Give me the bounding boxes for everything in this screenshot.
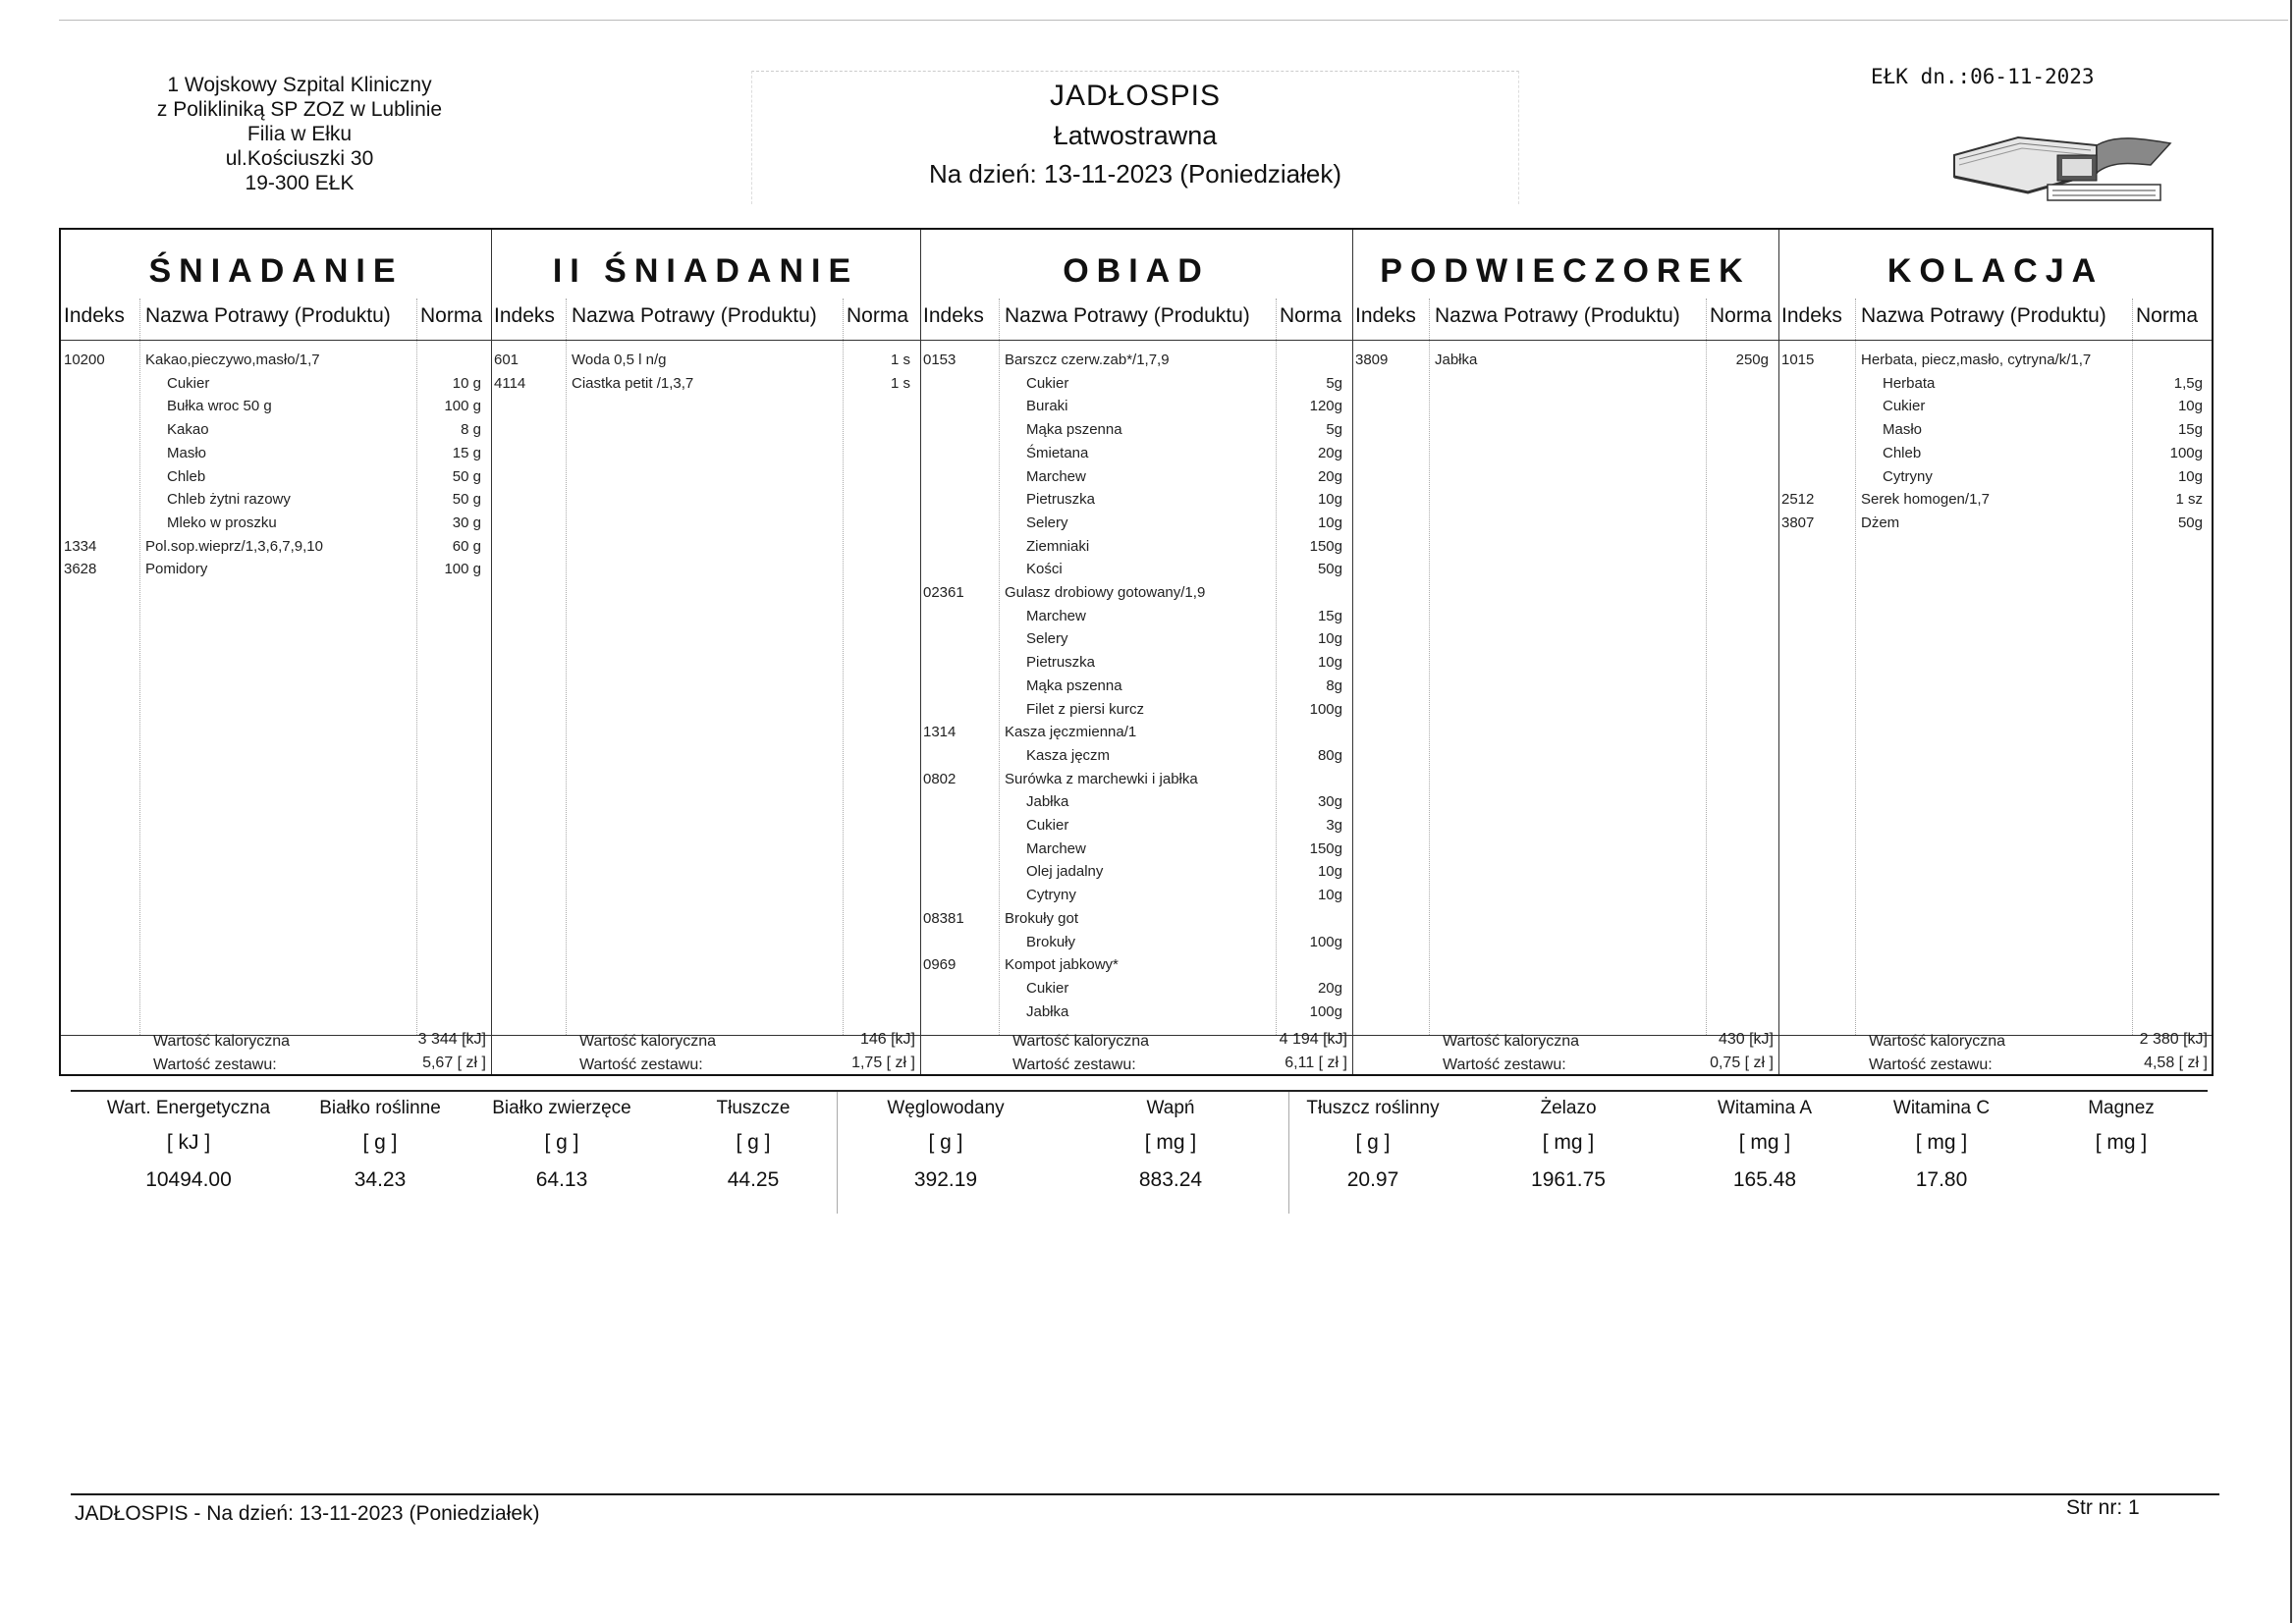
column-divider — [843, 298, 844, 1035]
nutrient-value: 165.48 — [1732, 1168, 1797, 1191]
row-index: 3809 — [1355, 352, 1389, 368]
nutrient-value: 10494.00 — [145, 1168, 232, 1191]
row-norma: 15 g — [452, 444, 481, 461]
cost-label: Wartość zestawu: — [579, 1056, 703, 1073]
nutrient-value: 883.24 — [1138, 1168, 1203, 1191]
nutrient-unit: [ g ] — [362, 1131, 398, 1154]
row-index: 10200 — [64, 352, 105, 368]
nutrient-name: Białko zwierzęce — [492, 1098, 631, 1118]
row-norma: 8 g — [461, 421, 481, 439]
column-divider — [566, 298, 567, 1035]
dish-name: Herbata, piecz,masło, cytryna/k/1,7 — [1861, 352, 2092, 368]
row-index: 3628 — [64, 561, 97, 578]
nutrient-value: 64.13 — [535, 1168, 588, 1191]
dish-name: Jabłka — [1435, 352, 1478, 368]
row-norma: 10g — [1317, 514, 1342, 531]
footer-title: JADŁOSPIS - Na dzień: 13-11-2023 (Poniedziałek) — [75, 1502, 540, 1525]
row-norma: 3g — [1326, 817, 1342, 834]
nutrient-unit: [ kJ ] — [166, 1131, 211, 1154]
nutrient-value: 17.80 — [1915, 1168, 1968, 1191]
ingredient-name: Chleb — [1883, 444, 1922, 461]
nutrient-column — [454, 1090, 670, 1214]
nutrient-name: Tłuszcz roślinny — [1306, 1098, 1440, 1118]
nutrient-column — [306, 1090, 454, 1214]
hospital-line: ul.Kościuszki 30 — [225, 147, 374, 170]
row-norma: 150g — [1309, 537, 1342, 555]
dish-name: Surówka z marchewki i jabłka — [1005, 770, 1198, 787]
cost-label: Wartość zestawu: — [153, 1056, 277, 1073]
nutrient-name: Witamina A — [1717, 1098, 1813, 1118]
column-header-indeks: Indeks — [923, 304, 984, 327]
row-index: 0153 — [923, 352, 957, 368]
dish-name: Pol.sop.wieprz/1,3,6,7,9,10 — [145, 537, 323, 555]
ingredient-name: Jabłka — [1026, 1002, 1069, 1020]
ingredient-name: Cytryny — [1883, 467, 1933, 485]
ingredient-name: Kości — [1026, 561, 1063, 578]
ingredient-name: Marchew — [1026, 839, 1086, 857]
nutrient-name: Białko roślinne — [319, 1098, 441, 1118]
row-norma: 1 s — [890, 352, 910, 368]
ingredient-name: Selery — [1026, 630, 1068, 648]
ingredient-name: Masło — [167, 444, 207, 461]
nutrient-name: Tłuszcze — [716, 1098, 791, 1118]
meal-title: PODWIECZOREK — [1380, 252, 1751, 290]
meal-column-0 — [61, 230, 491, 1074]
nutrient-unit: [ g ] — [1355, 1131, 1391, 1154]
row-norma: 100 g — [444, 398, 481, 415]
nutrient-unit: [ g ] — [544, 1131, 579, 1154]
diet-name: Łatwostrawna — [1053, 121, 1218, 150]
ingredient-name: Mąka pszenna — [1026, 421, 1122, 439]
cost-label: Wartość zestawu: — [1869, 1056, 1993, 1073]
nutrient-unit: [ mg ] — [1542, 1131, 1595, 1154]
cost-value: 4,58 [ zł ] — [2144, 1055, 2208, 1071]
footer-rule — [71, 1493, 2219, 1495]
nutrient-column — [1455, 1090, 1681, 1214]
ingredient-name: Filet z piersi kurcz — [1026, 700, 1145, 718]
hospital-line: Filia w Ełku — [246, 123, 353, 145]
row-index: 1314 — [923, 724, 957, 741]
nutrient-unit: [ mg ] — [2095, 1131, 2148, 1154]
cost-label: Wartość zestawu: — [1443, 1056, 1566, 1073]
row-norma: 100g — [1309, 700, 1342, 718]
nutrient-unit: [ mg ] — [1915, 1131, 1968, 1154]
row-norma: 150g — [1309, 839, 1342, 857]
ingredient-name: Cukier — [1026, 817, 1069, 834]
ingredient-name: Bułka wroc 50 g — [167, 398, 272, 415]
nutrient-value: 1961.75 — [1531, 1168, 1606, 1191]
book-computer-illustration-icon — [1949, 116, 2175, 208]
kcal-label: Wartość kaloryczna — [153, 1033, 290, 1050]
row-norma: 20g — [1317, 444, 1342, 461]
column-header-norma: Norma — [1280, 304, 1342, 327]
ingredient-name: Mleko w proszku — [167, 514, 277, 531]
nutrient-column — [1848, 1090, 2035, 1214]
title-block — [751, 71, 1519, 204]
dish-name: Pomidory — [145, 561, 208, 578]
row-norma: 10 g — [452, 374, 481, 392]
meal-divider — [1778, 230, 1779, 1074]
column-header-nazwa: Nazwa Potrawy (Produktu) — [572, 304, 817, 327]
column-divider — [139, 298, 140, 1035]
cost-value: 6,11 [ zł ] — [1285, 1055, 1347, 1071]
column-header-norma: Norma — [2136, 304, 2199, 327]
column-header-norma: Norma — [1710, 304, 1773, 327]
ingredient-name: Mąka pszenna — [1026, 676, 1122, 694]
row-norma: 30g — [1317, 793, 1342, 811]
nutrient-column — [670, 1090, 837, 1214]
nutrient-column — [1053, 1090, 1288, 1214]
row-norma: 60 g — [452, 537, 481, 555]
row-norma: 50g — [2177, 514, 2203, 531]
ingredient-name: Olej jadalny — [1026, 863, 1104, 881]
row-norma: 100g — [1309, 933, 1342, 950]
nutrient-column — [1288, 1090, 1456, 1214]
kcal-value: 2 380 [kJ] — [2139, 1031, 2208, 1048]
row-norma: 250g — [1735, 352, 1769, 368]
column-header-nazwa: Nazwa Potrawy (Produktu) — [1861, 304, 2106, 327]
dish-name: Barszcz czerw.zab*/1,7,9 — [1005, 352, 1170, 368]
cost-label: Wartość zestawu: — [1012, 1056, 1136, 1073]
nutrient-name: Wapń — [1146, 1098, 1195, 1118]
row-index: 2512 — [1781, 491, 1815, 509]
ingredient-name: Pietruszka — [1026, 491, 1096, 509]
row-norma: 100g — [2169, 444, 2203, 461]
ingredient-name: Brokuły — [1026, 933, 1076, 950]
nutrition-summary — [71, 1090, 2208, 1214]
row-norma: 20g — [1317, 467, 1342, 485]
ingredient-name: Śmietana — [1026, 444, 1089, 461]
column-header-indeks: Indeks — [1355, 304, 1416, 327]
dish-name: Woda 0,5 l n/g — [572, 352, 667, 368]
nutrient-column — [1681, 1090, 1848, 1214]
row-norma: 1 sz — [2175, 491, 2203, 509]
dish-name: Gulasz drobiowy gotowany/1,9 — [1005, 584, 1206, 601]
row-norma: 15g — [2177, 421, 2203, 439]
nutrient-name: Witamina C — [1892, 1098, 1991, 1118]
column-header-indeks: Indeks — [494, 304, 555, 327]
row-index: 0969 — [923, 956, 957, 974]
document-title: JADŁOSPIS — [1049, 80, 1222, 112]
nutrient-name: Magnez — [2088, 1098, 2155, 1118]
dish-name: Brokuły got — [1005, 909, 1079, 927]
row-index: 0802 — [923, 770, 957, 787]
kcal-label: Wartość kaloryczna — [1443, 1033, 1579, 1050]
cost-value: 5,67 [ zł ] — [422, 1055, 486, 1071]
row-index: 601 — [494, 352, 519, 368]
nutrient-name: Węglowodany — [887, 1098, 1005, 1118]
row-norma: 50 g — [452, 467, 481, 485]
ingredient-name: Pietruszka — [1026, 654, 1096, 672]
kcal-label: Wartość kaloryczna — [579, 1033, 716, 1050]
ingredient-name: Cukier — [1026, 374, 1069, 392]
column-divider — [1855, 298, 1856, 1035]
page-top-rule — [59, 20, 2288, 21]
cost-value: 1,75 [ zł ] — [851, 1055, 915, 1071]
nutrient-column — [837, 1090, 1054, 1214]
nutrient-column — [71, 1090, 306, 1214]
row-index: 4114 — [494, 374, 526, 392]
meal-column-1 — [491, 230, 920, 1074]
column-header-norma: Norma — [420, 304, 483, 327]
ingredient-name: Herbata — [1883, 374, 1936, 392]
nutrient-unit: [ g ] — [736, 1131, 771, 1154]
column-header-nazwa: Nazwa Potrawy (Produktu) — [1435, 304, 1680, 327]
column-header-indeks: Indeks — [1781, 304, 1842, 327]
row-norma: 30 g — [452, 514, 481, 531]
meal-title: KOLACJA — [1886, 252, 2105, 290]
meal-divider — [491, 230, 492, 1074]
meal-column-4 — [1778, 230, 2213, 1074]
ingredient-name: Cukier — [167, 374, 210, 392]
row-norma: 1 s — [890, 374, 910, 392]
ingredient-name: Ziemniaki — [1026, 537, 1090, 555]
nutrient-unit: [ mg ] — [1144, 1131, 1197, 1154]
row-norma: 80g — [1317, 746, 1342, 764]
kcal-value: 430 [kJ] — [1718, 1031, 1774, 1048]
menu-date: Na dzień: 13-11-2023 (Poniedziałek) — [928, 159, 1342, 189]
kcal-label: Wartość kaloryczna — [1012, 1033, 1149, 1050]
cost-value: 0,75 [ zł ] — [1710, 1055, 1774, 1071]
ingredient-name: Cukier — [1883, 398, 1926, 415]
hospital-line: z Polikliniką SP ZOZ w Lublinie — [156, 98, 443, 121]
dish-name: Ciastka petit /1,3,7 — [572, 374, 694, 392]
ingredient-name: Buraki — [1026, 398, 1068, 415]
ingredient-name: Selery — [1026, 514, 1068, 531]
row-norma: 120g — [1309, 398, 1342, 415]
nutrient-value: 44.25 — [727, 1168, 780, 1191]
row-norma: 100 g — [444, 561, 481, 578]
row-norma: 8g — [1326, 676, 1342, 694]
row-norma: 100g — [1309, 1002, 1342, 1020]
nutrient-value: 392.19 — [913, 1168, 978, 1191]
row-norma: 10g — [1317, 654, 1342, 672]
meal-title: ŚNIADANIE — [148, 252, 404, 290]
row-norma: 10g — [1317, 491, 1342, 509]
meal-title: OBIAD — [1063, 252, 1210, 290]
kcal-value: 4 194 [kJ] — [1279, 1031, 1347, 1048]
dish-name: Kakao,pieczywo,masło/1,7 — [145, 352, 320, 368]
column-divider — [1706, 298, 1707, 1035]
meal-column-2 — [920, 230, 1352, 1074]
hospital-line: 1 Wojskowy Szpital Kliniczny — [167, 74, 432, 96]
row-norma: 5g — [1326, 421, 1342, 439]
nutrient-column — [2035, 1090, 2208, 1214]
nutrient-unit: [ g ] — [928, 1131, 963, 1154]
dish-name: Kasza jęczmienna/1 — [1005, 724, 1137, 741]
meal-divider — [920, 230, 921, 1074]
column-divider — [1429, 298, 1430, 1035]
ingredient-name: Cytryny — [1026, 887, 1076, 904]
ingredient-name: Cukier — [1026, 979, 1069, 997]
nutrient-name: Żelazo — [1540, 1098, 1597, 1118]
row-norma: 5g — [1326, 374, 1342, 392]
row-norma: 10g — [1317, 863, 1342, 881]
kcal-label: Wartość kaloryczna — [1869, 1033, 2005, 1050]
nutrition-top-rule — [71, 1090, 2208, 1092]
page-number: Str nr: 1 — [2066, 1496, 2140, 1519]
row-norma: 1,5g — [2173, 374, 2203, 392]
row-index: 08381 — [923, 909, 964, 927]
row-norma: 10g — [1317, 630, 1342, 648]
row-norma: 10g — [2177, 398, 2203, 415]
ingredient-name: Jabłka — [1026, 793, 1069, 811]
nutrient-name: Wart. Energetyczna — [106, 1098, 271, 1118]
nutrient-value: 20.97 — [1346, 1168, 1399, 1191]
kcal-value: 3 344 [kJ] — [417, 1031, 486, 1048]
ingredient-name: Chleb — [167, 467, 206, 485]
column-header-nazwa: Nazwa Potrawy (Produktu) — [1005, 304, 1250, 327]
ingredient-name: Kakao — [167, 421, 209, 439]
ingredient-name: Masło — [1883, 421, 1923, 439]
column-header-indeks: Indeks — [64, 304, 125, 327]
issue-date: EŁK dn.:06-11-2023 — [1871, 65, 2095, 88]
row-index: 3807 — [1781, 514, 1815, 531]
column-header-nazwa: Nazwa Potrawy (Produktu) — [145, 304, 391, 327]
column-divider — [999, 298, 1000, 1035]
row-index: 1334 — [64, 537, 97, 555]
row-norma: 10g — [2177, 467, 2203, 485]
hospital-line: 19-300 EŁK — [245, 172, 355, 194]
page-right-edge — [2290, 0, 2292, 1623]
ingredient-name: Kasza jęczm — [1026, 746, 1111, 764]
meal-title: II ŚNIADANIE — [552, 252, 859, 290]
row-norma: 15g — [1317, 607, 1342, 624]
kcal-value: 146 [kJ] — [859, 1031, 915, 1048]
nutrient-unit: [ mg ] — [1738, 1131, 1791, 1154]
ingredient-name: Marchew — [1026, 607, 1086, 624]
menu-table — [59, 228, 2214, 1076]
dish-name: Dżem — [1861, 514, 1900, 531]
ingredient-name: Marchew — [1026, 467, 1086, 485]
column-header-norma: Norma — [847, 304, 909, 327]
row-norma: 10g — [1317, 887, 1342, 904]
meal-divider — [1352, 230, 1353, 1074]
row-index: 02361 — [923, 584, 964, 601]
row-norma: 50g — [1317, 561, 1342, 578]
nutrient-value: 34.23 — [354, 1168, 407, 1191]
row-norma: 20g — [1317, 979, 1342, 997]
ingredient-name: Chleb żytni razowy — [167, 491, 291, 509]
row-index: 1015 — [1781, 352, 1815, 368]
row-norma: 50 g — [452, 491, 481, 509]
hospital-address — [118, 73, 481, 195]
meal-column-3 — [1352, 230, 1778, 1074]
dish-name: Kompot jabkowy* — [1005, 956, 1119, 974]
dish-name: Serek homogen/1,7 — [1861, 491, 1990, 509]
